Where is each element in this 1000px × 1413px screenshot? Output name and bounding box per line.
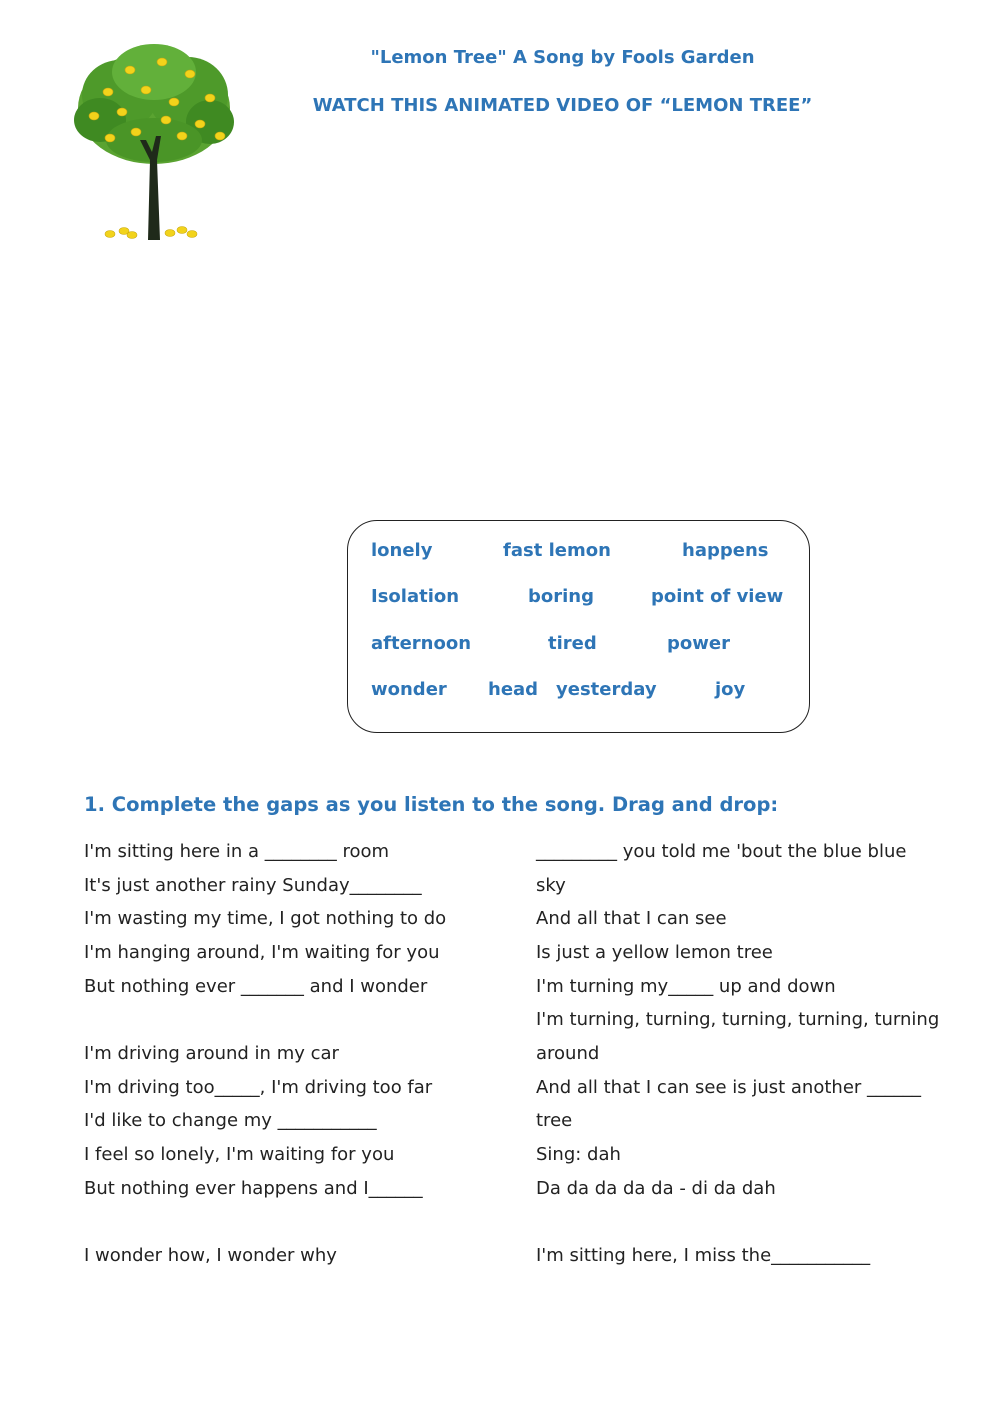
lyric-line: Sing: dah — [536, 1144, 621, 1165]
lyric-line: But nothing ever happens and I______ — [84, 1178, 423, 1199]
draggable-word[interactable]: tired — [548, 633, 597, 654]
exercise-instruction: 1. Complete the gaps as you listen to the song. Drag and drop: — [84, 793, 779, 816]
draggable-word[interactable]: Isolation — [371, 586, 460, 607]
lyric-line: I'm wasting my time, I got nothing to do — [84, 908, 447, 929]
draggable-word[interactable]: joy — [715, 679, 746, 700]
lyric-line: tree — [536, 1110, 573, 1131]
word-bank — [347, 520, 810, 733]
draggable-word[interactable]: wonder — [371, 679, 447, 700]
lyric-line: I'm hanging around, I'm waiting for you — [84, 942, 440, 963]
lyric-line: I'd like to change my ___________ — [84, 1110, 377, 1131]
lyric-line: I'm driving too_____, I'm driving too far — [84, 1077, 433, 1098]
lyric-line: I feel so lonely, I'm waiting for you — [84, 1144, 395, 1165]
draggable-word[interactable]: happens — [682, 540, 769, 561]
lyric-line: I'm sitting here, I miss the___________ — [536, 1245, 871, 1266]
lyric-line: It's just another rainy Sunday________ — [84, 875, 422, 896]
lemon-tree-image — [70, 40, 238, 240]
draggable-word[interactable]: head — [488, 679, 539, 700]
draggable-word[interactable]: point of view — [651, 586, 784, 607]
lyric-line: I'm sitting here in a ________ room — [84, 841, 390, 862]
draggable-word[interactable]: power — [667, 633, 730, 654]
lyric-line: I'm turning my_____ up and down — [536, 976, 836, 997]
draggable-word[interactable]: lonely — [371, 540, 433, 561]
draggable-word[interactable]: yesterday — [556, 679, 657, 700]
lyric-line: But nothing ever _______ and I wonder — [84, 976, 428, 997]
draggable-word[interactable]: boring — [528, 586, 594, 607]
lyric-line: _________ you told me 'bout the blue blue — [536, 841, 907, 862]
lyric-line: Is just a yellow lemon tree — [536, 942, 773, 963]
lyric-line: And all that I can see is just another ______ — [536, 1077, 922, 1098]
lyric-line: I wonder how, I wonder why — [84, 1245, 337, 1266]
lyric-line: Da da da da da - di da dah — [536, 1178, 776, 1199]
lyric-line: I'm turning, turning, turning, turning, turning — [536, 1009, 940, 1030]
video-link-label[interactable]: WATCH THIS ANIMATED VIDEO OF “LEMON TREE” — [312, 95, 813, 116]
draggable-word[interactable]: fast lemon — [503, 540, 611, 561]
lyric-line: sky — [536, 875, 566, 896]
song-title: "Lemon Tree" A Song by Fools Garden — [370, 47, 755, 68]
lyric-line: I'm driving around in my car — [84, 1043, 339, 1064]
lyric-line: around — [536, 1043, 600, 1064]
lyric-line: And all that I can see — [536, 908, 727, 929]
draggable-word[interactable]: afternoon — [371, 633, 472, 654]
